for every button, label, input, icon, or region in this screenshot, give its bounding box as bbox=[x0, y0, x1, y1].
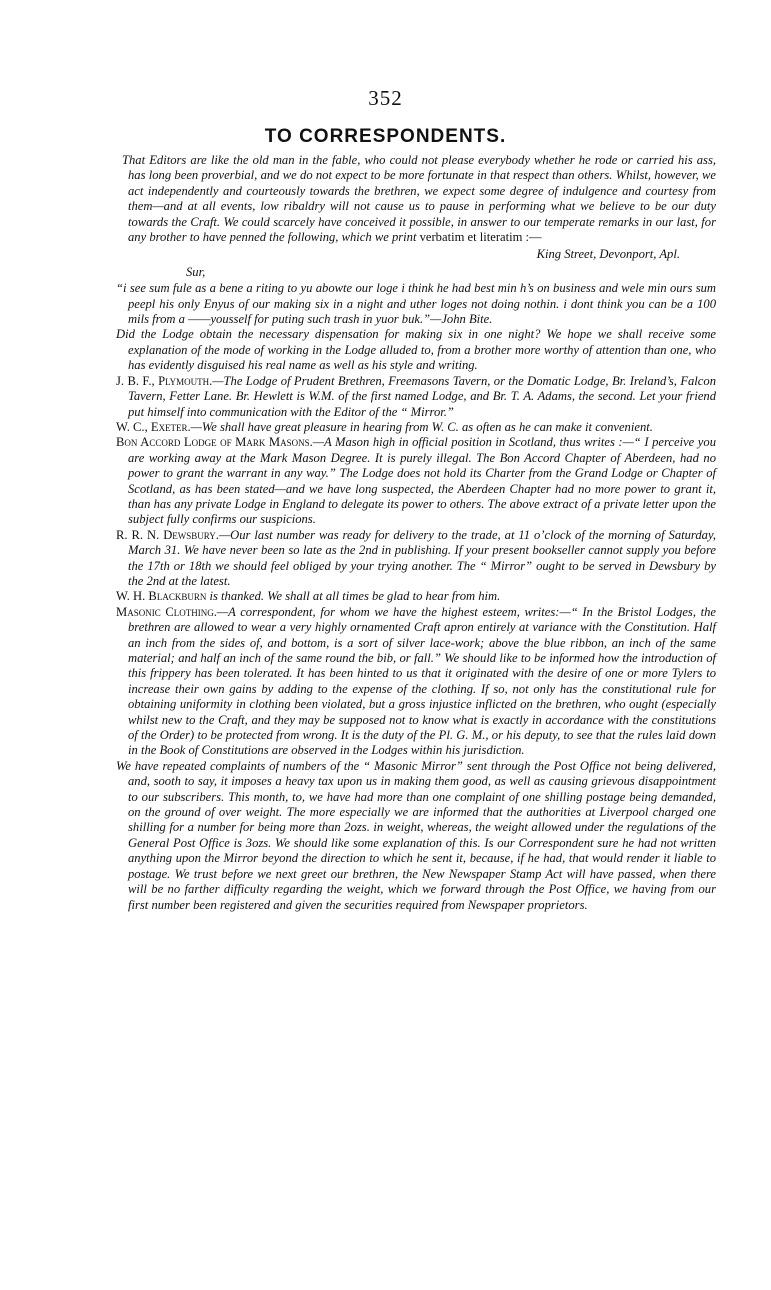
page-title: TO CORRESPONDENTS. bbox=[264, 126, 507, 147]
note-text: —The Lodge of Prudent Brethren, Freemasons Tavern, or the Domatic Lodge, Br. Ireland’s, Falcon Tavern, Fetter Lane. Br. Hewlett is W.M. of the first named Lodge, and Br. T. A. Adams, the second. Let your friend put himself into communication with the Editor of the “ Mirror.” bbox=[128, 373, 716, 419]
note-text: —A Mason high in official position in Scotland, thus writes :—“ I perceive you are working away at the Mark Mason Degree. It is purely illegal. The Bon Accord Chapter of Aberdeen, had no power to grant the warrant in any way.” The Lodge does not hold its Charter from the Grand Lodge or Chapter of Scotland, as has been stated—and we have long suspected, the Aberdeen Chapter had no more power to grant it, than has any private Lodge in England to delegate its power to others. The above extract of a private letter upon the subject fully confirms our suspicions. bbox=[128, 435, 716, 527]
note-heading: Bon Accord Lodge of Mark Masons. bbox=[116, 435, 313, 450]
note-heading: W. C., Exeter. bbox=[116, 419, 191, 434]
note-item bbox=[116, 435, 716, 527]
note-text: —Our last number was ready for delivery to the trade, at 11 o’clock of the morning of Saturday, March 31. We have never been so late as the 2nd in publishing. If your present bookseller cannot supply you before the 17th or 18th we should feel obliged by your trying another. The “ Mirror” ought to be served in Dewsbury by the 2nd at the latest. bbox=[128, 527, 716, 588]
letter-text: “i see sum fule as a bene a riting to yu abowte our loge i think he had best min h’s on business and wele min ours sum peepl his only Enyus of our making six in a night and uther loges not doing nothin. i dont think you can be a 100 mils from a ——yousself for puting such trash in yuor buk.”—John Bite. bbox=[116, 281, 716, 327]
intro-text: That Editors are like the old man in the fable, who could not please everybody whether he rode or carried his ass, has long been proverbial, and we do not expect to be more fortunate in that respect than others. Whilst, however, we act independently and courteously towards the brethren, we expect some degree of indulgence and courtesy from them—and at all events, low ribaldry will not cause us to pause in performing what we believe to be our duty towards the Craft. We could scarcely have conceived it possible, in answer to our temperate remarks in our last, for any brother to have penned the following, which we print bbox=[122, 153, 716, 245]
letter-salutation: Sur, bbox=[186, 264, 206, 279]
article-body bbox=[116, 153, 716, 913]
page-number: 352 bbox=[368, 86, 403, 110]
note-item bbox=[116, 374, 716, 420]
closing-paragraph: We have repeated complaints of numbers of the “ Masonic Mirror” sent through the Post Office not being delivered, and, sooth to say, it imposes a heavy tax upon us in making them good, as well as causing grievous disappointment to our subscribers. This month, to, we have had more than one complaint of one shilling postage being demanded, on the ground of over weight. The more especially we are informed that the authorities at Liverpool charged one shilling for a number for being more than 2ozs. in weight, whereas, the weight allowed under the regulations of the General Post Office is 3ozs. We should like some explanation of this. Is our Correspondent sure he had not written anything upon the Mirror beyond the direction to which he sent it, because, if he had, that would render it liable to postage. We trust before we next greet our brethren, the New Newspaper Stamp Act will have passed, when there will be no farther difficulty regarding the weight, which we forward through the Post Office, we having from our first number been registered and given the securities required from Newspaper proprietors. bbox=[116, 758, 716, 912]
intro-paragraph bbox=[116, 153, 716, 245]
note-heading: J. B. F., Plymouth. bbox=[116, 373, 213, 388]
note-heading: Masonic Clothing. bbox=[116, 604, 217, 619]
reply-paragraph: Did the Lodge obtain the necessary dispensation for making six in one night? We hope we shall receive some explanation of the mode of working in the Lodge alluded to, from a brother more worthy of attention than one, who has evidently disguised his real name as well as his style and writing. bbox=[116, 327, 716, 373]
intro-tail: verbatim et literatim :— bbox=[416, 230, 542, 245]
note-heading: R. R. N. Dewsbury. bbox=[116, 527, 219, 542]
note-text: is thanked. We shall at all times be glad to hear from him. bbox=[206, 589, 501, 604]
note-text: —We shall have great pleasure in hearing from W. C. as often as he can make it convenient. bbox=[190, 419, 653, 434]
note-item bbox=[116, 589, 716, 604]
letter-address: King Street, Devonport, Apl. bbox=[536, 247, 680, 262]
note-item bbox=[116, 528, 716, 590]
note-heading: W. H. Blackburn bbox=[116, 589, 207, 604]
note-text: —A correspondent, for whom we have the highest esteem, writes:—“ In the Bristol Lodges, the brethren are allowed to wear a very highly ornamented Craft apron entirely at variance with the Constitution. Half an inch from the sides of, and bottom, is a sort of silver lace-work; above the blue ribbon, an inch of the same material; and half an inch of the same round the bib, or fall.” We should like to be informed how the introduction of this frippery has been tolerated. It has been hinted to us that it originated with the desire of one or more Tylers to increase their own gains by adding to the expense of the clothing. If so, not only has the constitutional rule for obtaining uniformity in clothing been violated, but a gross injustice inflicted on the brethren, who ought (especially whilst new to the Craft, and they may be supposed not to know what is exactly in accordance with the constitutions of the Order) to be protected from wrong. It is the duty of the Pl. G. M., or his deputy, to see that the rules laid down in the Book of Constitutions are observed in the Lodges within his jurisdiction. bbox=[128, 604, 717, 758]
note-item bbox=[116, 420, 716, 435]
note-item bbox=[116, 605, 716, 759]
